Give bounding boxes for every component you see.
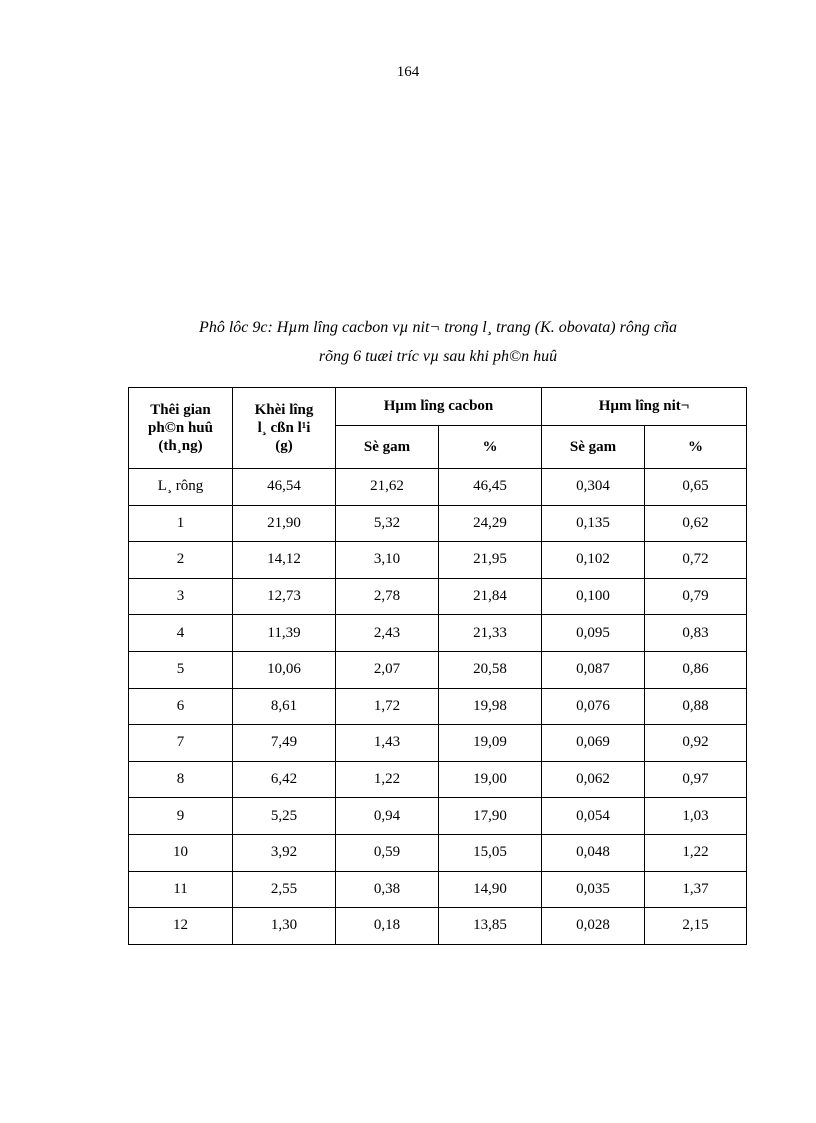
table-cell: 0,86 — [645, 651, 747, 688]
table-row — [129, 871, 747, 908]
table-row — [129, 688, 747, 725]
table-cell: 0,97 — [645, 761, 747, 798]
table-cell: 2 — [129, 542, 233, 579]
page-number: 164 — [396, 64, 420, 80]
table-row — [129, 761, 747, 798]
table-cell: L¸ rông — [129, 469, 233, 506]
table-row — [129, 725, 747, 762]
table-cell: 20,58 — [439, 651, 542, 688]
table-cell: 0,304 — [542, 469, 645, 506]
table-cell: 0,095 — [542, 615, 645, 652]
table-cell: 21,33 — [439, 615, 542, 652]
table-cell: 1,37 — [645, 871, 747, 908]
table-cell: 0,92 — [645, 725, 747, 762]
table-row — [129, 798, 747, 835]
table-cell: 6 — [129, 688, 233, 725]
header-nitrogen-gram: Sè gam — [542, 426, 645, 469]
table-row — [129, 908, 747, 945]
table-cell: 5,25 — [233, 798, 336, 835]
table-cell: 6,42 — [233, 761, 336, 798]
table-cell: 0,135 — [542, 505, 645, 542]
table-cell: 3,10 — [336, 542, 439, 579]
header-remaining-mass: Khèi lîng l¸ cßn l¹i (g) — [233, 388, 336, 469]
table-cell: 12 — [129, 908, 233, 945]
table-body — [129, 469, 747, 945]
table-cell: 0,062 — [542, 761, 645, 798]
table-row — [129, 542, 747, 579]
header-carbon-gram: Sè gam — [336, 426, 439, 469]
table-cell: 1,22 — [336, 761, 439, 798]
table-cell: 21,90 — [233, 505, 336, 542]
table-cell: 21,84 — [439, 578, 542, 615]
table-cell: 2,07 — [336, 651, 439, 688]
table-cell: 0,94 — [336, 798, 439, 835]
table-cell: 3 — [129, 578, 233, 615]
table-cell: 0,79 — [645, 578, 747, 615]
table-cell: 11 — [129, 871, 233, 908]
table-cell: 7,49 — [233, 725, 336, 762]
table-cell: 0,59 — [336, 834, 439, 871]
table-cell: 0,62 — [645, 505, 747, 542]
table-cell: 0,069 — [542, 725, 645, 762]
table-cell: 19,00 — [439, 761, 542, 798]
table-cell: 21,62 — [336, 469, 439, 506]
table-cell: 2,78 — [336, 578, 439, 615]
table-cell: 0,048 — [542, 834, 645, 871]
table-row — [129, 615, 747, 652]
table-cell: 11,39 — [233, 615, 336, 652]
table-cell: 17,90 — [439, 798, 542, 835]
table-cell: 9 — [129, 798, 233, 835]
caption-line-2: rõng 6 tuæi tríc vµ sau khi ph©n huû — [318, 348, 558, 365]
table-cell: 2,55 — [233, 871, 336, 908]
table-cell: 46,45 — [439, 469, 542, 506]
table-cell: 5 — [129, 651, 233, 688]
table-cell: 8,61 — [233, 688, 336, 725]
table-cell: 0,83 — [645, 615, 747, 652]
table-cell: 1,03 — [645, 798, 747, 835]
table-cell: 21,95 — [439, 542, 542, 579]
table-cell: 19,98 — [439, 688, 542, 725]
table-cell: 0,076 — [542, 688, 645, 725]
table-cell: 2,15 — [645, 908, 747, 945]
header-nitrogen-group: Hµm lîng nit¬ — [542, 388, 747, 426]
table-cell: 0,035 — [542, 871, 645, 908]
table-cell: 1,22 — [645, 834, 747, 871]
table-cell: 5,32 — [336, 505, 439, 542]
table-cell: 10 — [129, 834, 233, 871]
table-row — [129, 651, 747, 688]
table-cell: 0,18 — [336, 908, 439, 945]
table-cell: 8 — [129, 761, 233, 798]
table-cell: 1,43 — [336, 725, 439, 762]
table-cell: 14,90 — [439, 871, 542, 908]
header-row-1 — [129, 388, 747, 426]
caption-line-1: Phô lôc 9c: Hµm lîng cacbon vµ nit¬ trong l¸ trang (K. obovata) rông cña — [199, 319, 677, 336]
header-nitrogen-percent: % — [645, 426, 747, 469]
table-cell: 0,88 — [645, 688, 747, 725]
table-cell: 0,087 — [542, 651, 645, 688]
table-row — [129, 469, 747, 506]
table-cell: 3,92 — [233, 834, 336, 871]
table-cell: 10,06 — [233, 651, 336, 688]
table-cell: 14,12 — [233, 542, 336, 579]
table-cell: 0,100 — [542, 578, 645, 615]
header-time: Thêi gian ph©n huû (th¸ng) — [129, 388, 233, 469]
table-cell: 19,09 — [439, 725, 542, 762]
table-row — [129, 834, 747, 871]
table-cell: 0,65 — [645, 469, 747, 506]
table-cell: 1,30 — [233, 908, 336, 945]
data-table — [128, 387, 747, 945]
table-cell: 0,054 — [542, 798, 645, 835]
table-cell: 0,38 — [336, 871, 439, 908]
table-cell: 15,05 — [439, 834, 542, 871]
header-carbon-group: Hµm lîng cacbon — [336, 388, 542, 426]
table-row — [129, 505, 747, 542]
table-cell: 0,72 — [645, 542, 747, 579]
table-row — [129, 578, 747, 615]
table-cell: 13,85 — [439, 908, 542, 945]
table-caption — [100, 313, 776, 371]
table-cell: 0,028 — [542, 908, 645, 945]
table-cell: 46,54 — [233, 469, 336, 506]
table-cell: 1 — [129, 505, 233, 542]
table-cell: 0,102 — [542, 542, 645, 579]
table-cell: 12,73 — [233, 578, 336, 615]
table-cell: 4 — [129, 615, 233, 652]
table-cell: 24,29 — [439, 505, 542, 542]
header-carbon-percent: % — [439, 426, 542, 469]
table-cell: 2,43 — [336, 615, 439, 652]
table-cell: 1,72 — [336, 688, 439, 725]
table-cell: 7 — [129, 725, 233, 762]
